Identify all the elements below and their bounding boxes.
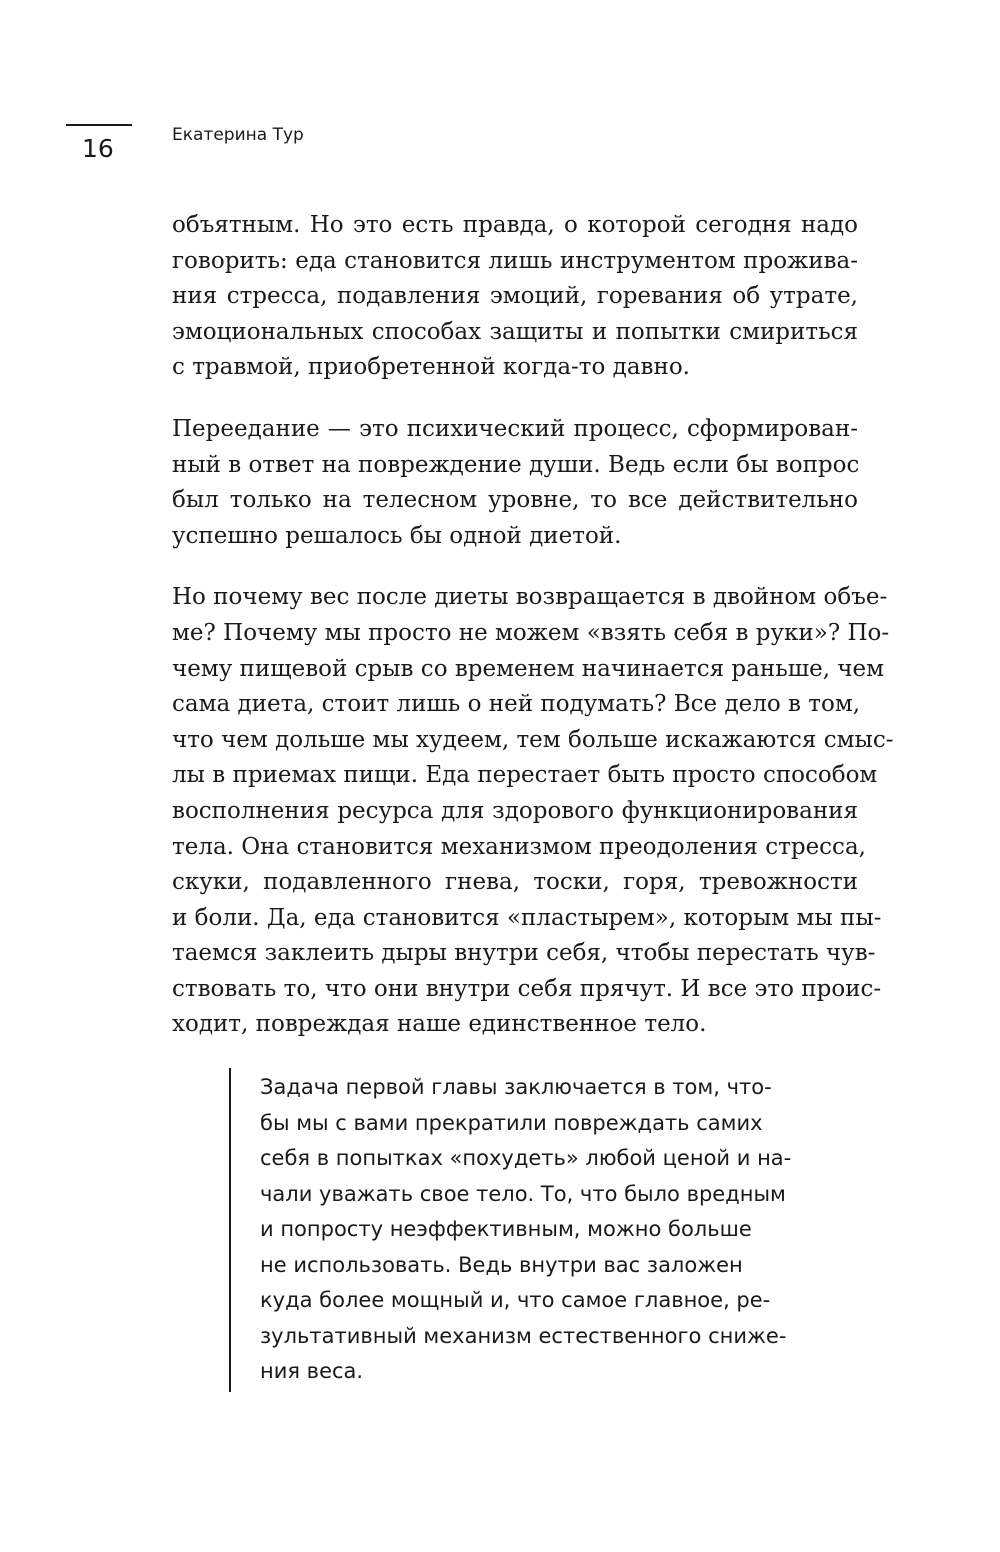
text-line: сама диета, стоит лишь о ней подумать? Все дело в том, <box>172 691 861 718</box>
text-line: ходит, повреждая наше единственное тело. <box>172 1011 707 1038</box>
text-line: ме? Почему мы просто не можем «взять себя в руки»? По- <box>172 619 890 646</box>
body-text <box>172 208 894 1069</box>
text-line: лы в приемах пищи. Еда перестает быть просто способом <box>172 762 878 789</box>
callout-line: не использовать. Ведь внутри вас заложен <box>260 1252 743 1277</box>
text-line: объятным. Но это есть правда, о которой сегодня надо <box>172 212 858 238</box>
text-line: успешно решалось бы одной диетой. <box>172 522 622 549</box>
callout-line: зультативный механизм естественного сниже- <box>260 1323 787 1348</box>
callout-line: куда более мощный и, что самое главное, ре- <box>260 1288 771 1312</box>
callout-block <box>229 1068 851 1392</box>
paragraph-1 <box>172 208 858 386</box>
text-line: с травмой, приобретенной когда-то давно. <box>172 354 690 381</box>
text-line: восполнения ресурса для здорового функционирования <box>172 797 858 824</box>
text-line: тела. Она становится механизмом преодоления стресса, <box>172 833 866 860</box>
text-line: ствовать то, что они внутри себя прячут. И все это проис- <box>172 975 882 1002</box>
paragraph-3 <box>172 580 894 1043</box>
text-line: и боли. Да, еда становится «пластырем», которым мы пы- <box>172 904 882 931</box>
header-rule <box>66 124 132 126</box>
callout-line: и попросту неэффективным, можно больше <box>260 1217 752 1241</box>
running-head-author: Екатерина Тур <box>172 125 304 145</box>
page-number: 16 <box>82 134 114 163</box>
callout-text <box>260 1070 840 1390</box>
callout-line: бы мы с вами прекратили повреждать самих <box>260 1110 763 1135</box>
text-line: эмоциональных способах защиты и попытки смириться <box>172 318 858 345</box>
text-line: Переедание — это психический процесс, сформирован- <box>172 415 858 442</box>
text-line: ный в ответ на повреждение души. Ведь если бы вопрос <box>172 451 860 478</box>
text-line: что чем дольше мы худеем, тем больше искажаются смыс- <box>172 726 894 753</box>
callout-line: себя в попытках «похудеть» любой ценой и на- <box>260 1146 792 1170</box>
paragraph-2 <box>172 412 858 554</box>
callout-line: ния веса. <box>260 1359 364 1383</box>
text-line: ния стресса, подавления эмоций, горевания об утрате, <box>172 283 858 310</box>
text-line: скуки, подавленного гнева, тоски, горя, тревожности <box>172 869 858 896</box>
callout-line: Задача первой главы заключается в том, что- <box>260 1075 772 1099</box>
text-line: говорить: еда становится лишь инструментом прожива- <box>172 247 858 274</box>
text-line: таемся заклеить дыры внутри себя, чтобы перестать чув- <box>172 940 876 967</box>
text-line: чему пищевой срыв со временем начинается раньше, чем <box>172 655 885 682</box>
callout-line: чали уважать свое тело. То, что было вредным <box>260 1181 786 1206</box>
text-line: был только на телесном уровне, то все действительно <box>172 487 858 514</box>
text-line: Но почему вес после диеты возвращается в двойном объе- <box>172 584 888 611</box>
